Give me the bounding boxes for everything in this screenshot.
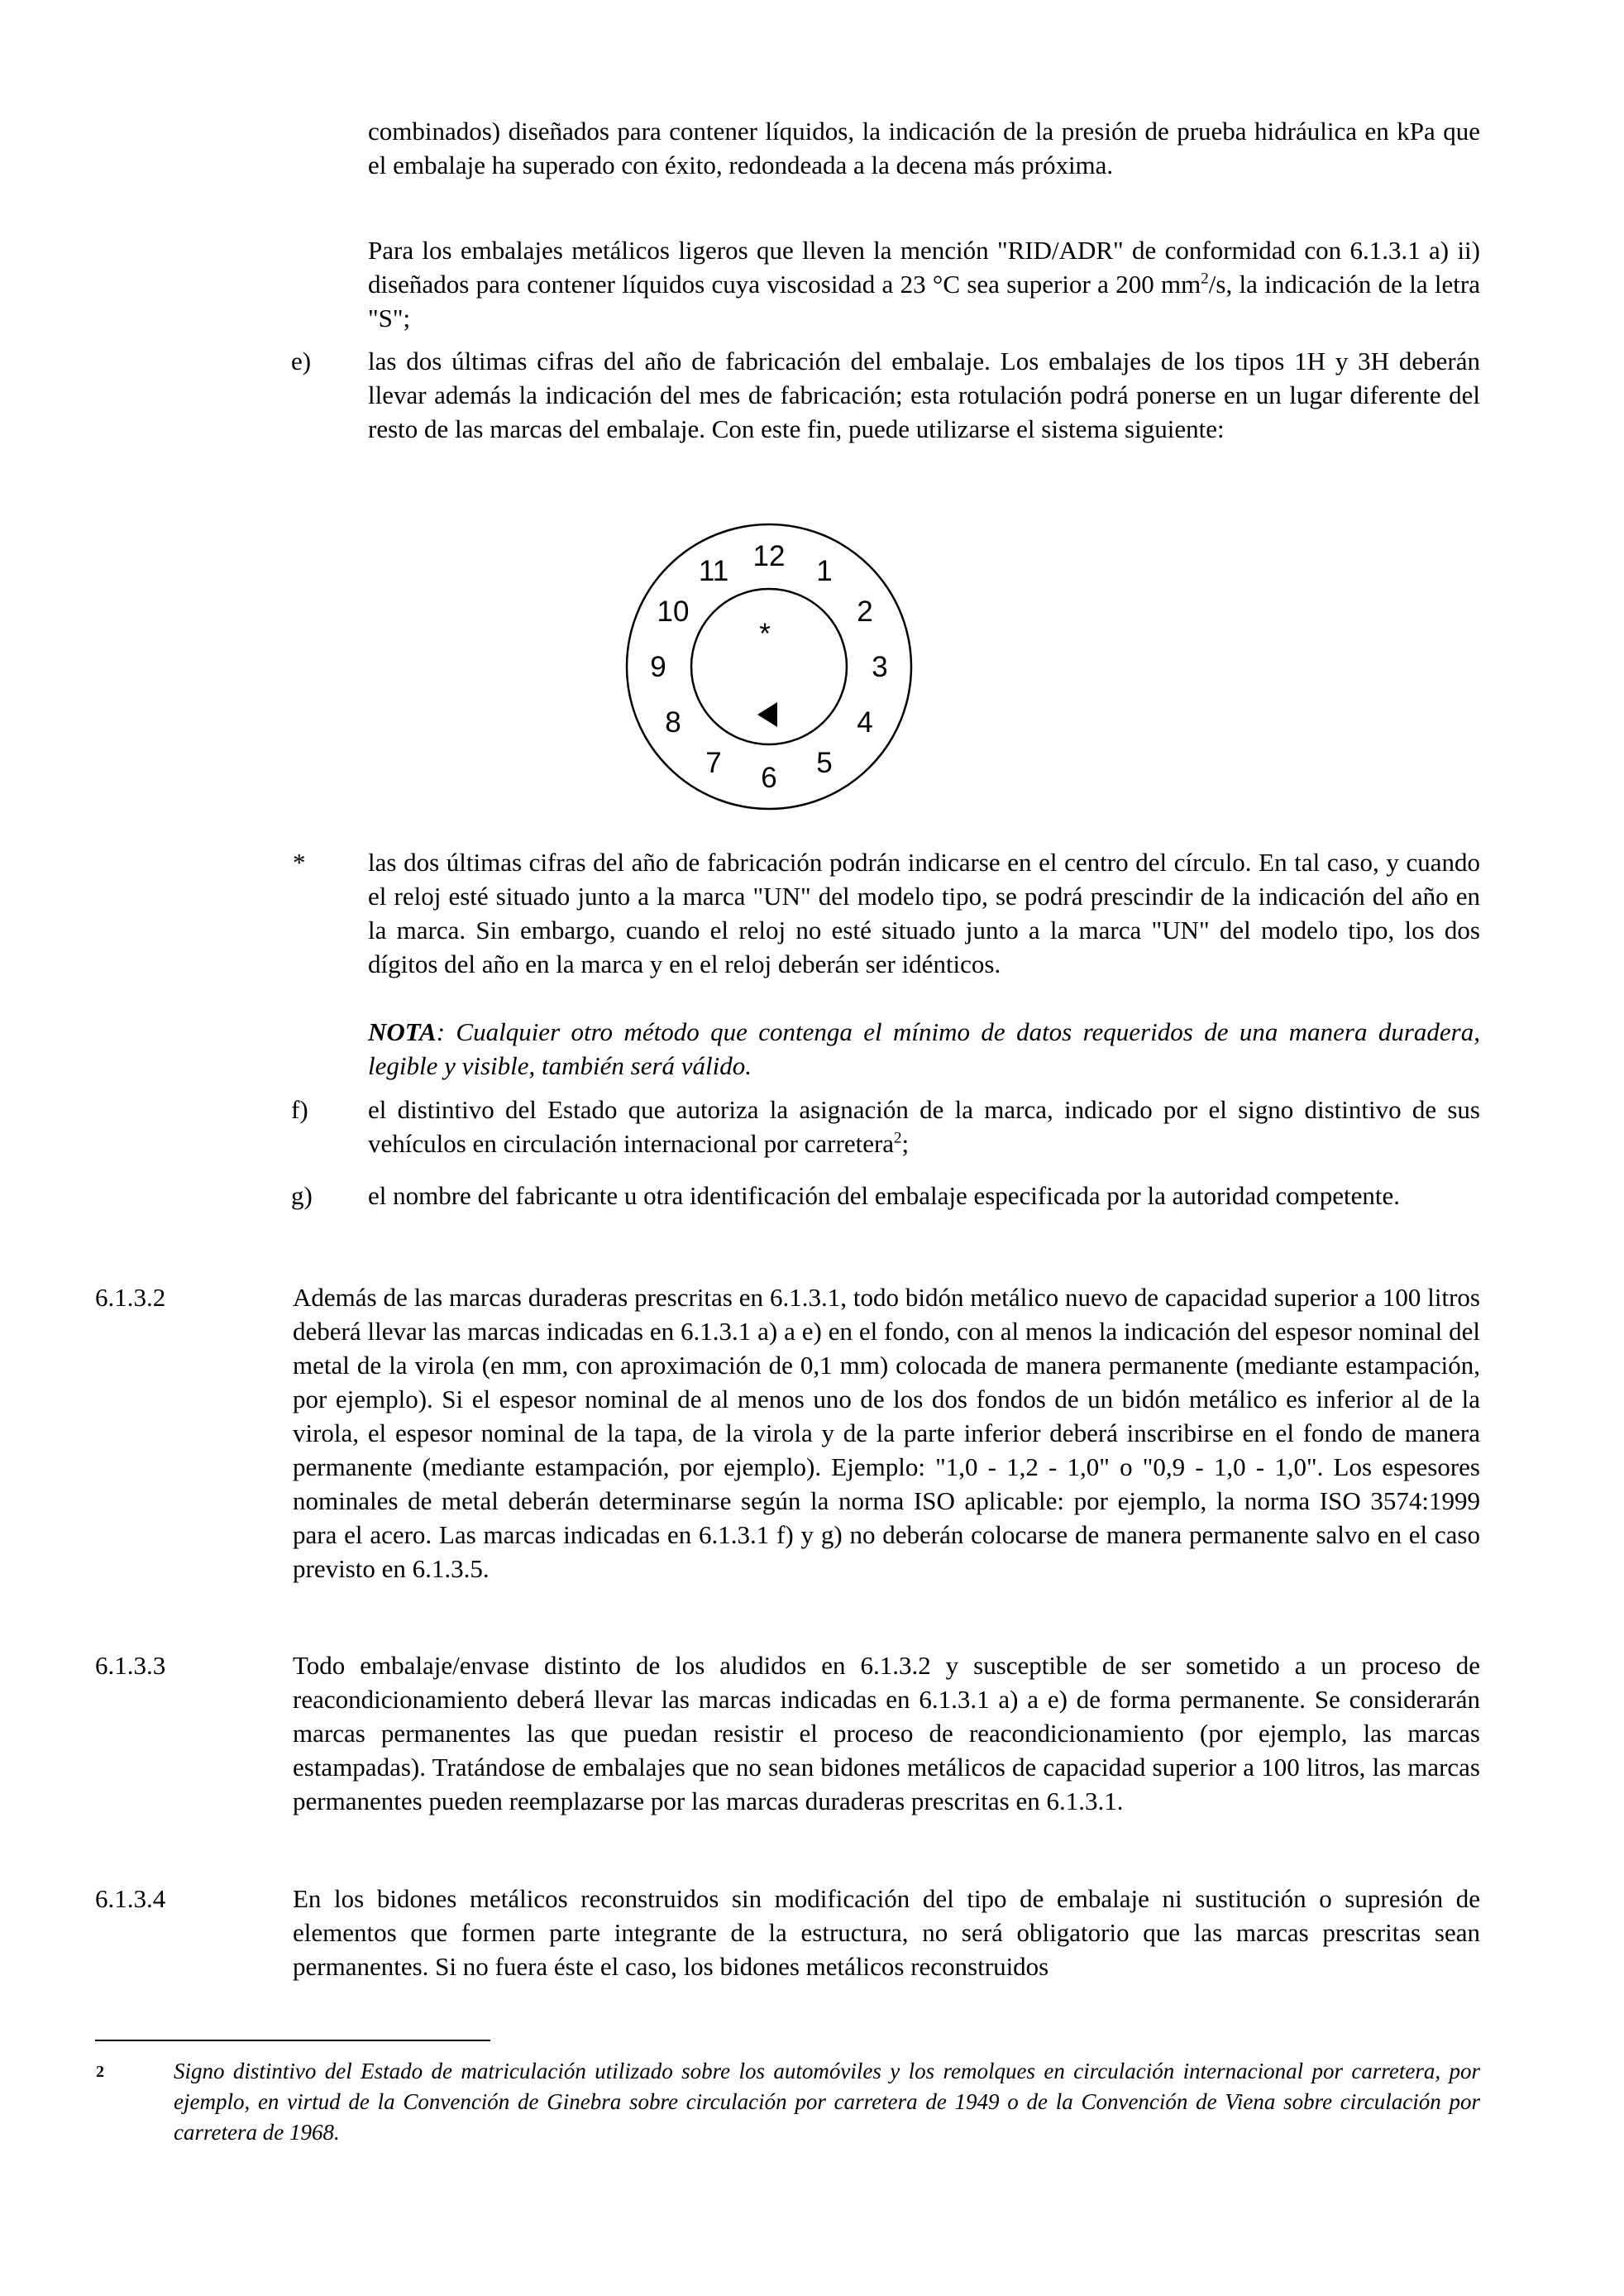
clock-number-11: 11 xyxy=(698,555,729,587)
paragraph-light-metal-text: Para los embalajes metálicos ligeros que lleven la mención "RID/ADR" de conformidad con 6.1.3.1 a) ii) diseñados para contener líquidos cuya viscosidad a 23 °C sea superior a 200 mm xyxy=(368,236,1480,299)
item-f-body: el distintivo del Estado que autoriza la asignación de la marca, indicado por el signo distintivo de sus vehículos en circulación internacional por carretera xyxy=(368,1095,1480,1158)
nota-label: NOTA xyxy=(368,1017,437,1046)
footnote-separator xyxy=(95,2040,490,2041)
item-g-text: el nombre del fabricante u otra identificación del embalaje especificada por la autoridad competente. xyxy=(368,1181,1401,1210)
clock-number-7: 7 xyxy=(705,747,722,779)
section-6-1-3-3-text: Todo embalaje/envase distinto de los aludidos en 6.1.3.2 y susceptible de ser sometido a un proceso de reacondicionamiento deberá llevar las marcas indicadas en 6.1.3.1 a) a e) de forma permanente. Se considerarán marcas permanentes las que puedan resistir el proceso de reacondicionamiento (por ejemplo, las marcas estampadas). Tratándose de embalajes que no sean bidones metálicos de capacidad superior a 100 litros, las marcas permanentes pueden reemplazarse por las marcas duraderas prescritas en 6.1.3.1. xyxy=(293,1651,1480,1815)
item-f-tail: ; xyxy=(901,1129,910,1158)
clock-number-2: 2 xyxy=(857,596,873,628)
clock-number-6: 6 xyxy=(761,762,777,794)
item-label-e: e) xyxy=(291,347,312,375)
paragraph-light-metal-tail: /s, la indicación de la letra "S"; xyxy=(368,270,1481,332)
clock-number-12: 12 xyxy=(752,540,786,572)
section-number-6-1-3-2: 6.1.3.2 xyxy=(95,1283,166,1312)
clock-number-8: 8 xyxy=(665,706,681,739)
section-number-6-1-3-4: 6.1.3.4 xyxy=(95,1884,166,1913)
clock-numbers xyxy=(650,540,887,794)
month-clock-diagram xyxy=(620,518,918,816)
footnote-text: Signo distintivo del Estado de matriculación utilizado sobre los automóviles y los remolques en circulación internacional por carretera, por ejemplo, en virtud de la Convención de Ginebra sobre circulación por carretera de 1949 o de la Convención de Viena sobre circulación por carretera de 1968. xyxy=(174,2059,1480,2145)
clock-number-10: 10 xyxy=(657,596,690,628)
clock-number-3: 3 xyxy=(872,651,888,683)
item-f-text xyxy=(368,1093,1480,1160)
item-label-g: g) xyxy=(291,1181,313,1210)
footnote-number: 2 xyxy=(96,2063,104,2081)
footnote-ref-2: 2 xyxy=(894,1129,902,1147)
item-asterisk-text: las dos últimas cifras del año de fabricación podrán indicarse en el centro del círculo. En tal caso, y cuando el reloj esté situado junto a la marca "UN" del modelo tipo, se podrá prescindir de la indicación del año en la marca. Sin embargo, cuando el reloj no esté situado junto a la marca "UN" del modelo tipo, los dos dígitos del año en la marca y en el reloj deberán ser idénticos. xyxy=(368,848,1480,978)
clock-number-5: 5 xyxy=(816,747,833,779)
clock-number-4: 4 xyxy=(857,706,873,739)
clock-pointer-triangle xyxy=(757,702,777,727)
section-number-6-1-3-3: 6.1.3.3 xyxy=(95,1651,166,1680)
nota-paragraph xyxy=(368,1015,1480,1083)
section-6-1-3-4-text: En los bidones metálicos reconstruidos sin modificación del tipo de embalaje ni sustitución o supresión de elementos que formen parte integrante de la estructura, no será obligatorio que las marcas prescritas sean permanentes. Si no fuera éste el caso, los bidones metálicos reconstruidos xyxy=(293,1884,1480,1981)
nota-text: : Cualquier otro método que contenga el mínimo de datos requeridos de una manera duradera, legible y visible, también será válido. xyxy=(368,1017,1480,1080)
paragraph-light-metal-packaging xyxy=(368,233,1480,335)
item-label-f: f) xyxy=(291,1095,308,1124)
superscript-2: 2 xyxy=(1201,270,1209,288)
paragraph-pressure-indication: combinados) diseñados para contener líquidos, la indicación de la presión de prueba hidráulica en kPa que el embalaje ha superado con éxito, redondeada a la decena más próxima. xyxy=(368,117,1480,179)
clock-center-asterisk: * xyxy=(759,618,771,650)
clock-number-1: 1 xyxy=(816,555,833,587)
section-6-1-3-2-text: Además de las marcas duraderas prescritas en 6.1.3.1, todo bidón metálico nuevo de capacidad superior a 100 litros deberá llevar las marcas indicadas en 6.1.3.1 a) a e) en el fondo, con al menos la indicación del espesor nominal del metal de la virola (en mm, con aproximación de 0,1 mm) colocada de manera permanente (mediante estampación, por ejemplo). Si el espesor nominal de al menos uno de los dos fondos de un bidón metálico es inferior al de la virola, el espesor nominal de la tapa, de la virola y de la parte inferior deberá inscribirse en el fondo de manera permanente (mediante estampación, por ejemplo). Ejemplo: "1,0 - 1,2 - 1,0" o "0,9 - 1,0 - 1,0". Los espesores nominales de metal deberán determinarse según la norma ISO aplicable: por ejemplo, la norma ISO 3574:1999 para el acero. Las marcas indicadas en 6.1.3.1 f) y g) no deberán colocarse de manera permanente salvo en el caso previsto en 6.1.3.5. xyxy=(293,1283,1480,1583)
clock-number-9: 9 xyxy=(650,651,666,683)
item-e-text: las dos últimas cifras del año de fabricación del embalaje. Los embalajes de los tipos 1H y 3H deberán llevar además la indicación del mes de fabricación; esta rotulación podrá ponerse en un lugar diferente del resto de las marcas del embalaje. Con este fin, puede utilizarse el sistema siguiente: xyxy=(368,347,1480,443)
item-label-asterisk: * xyxy=(293,848,306,877)
